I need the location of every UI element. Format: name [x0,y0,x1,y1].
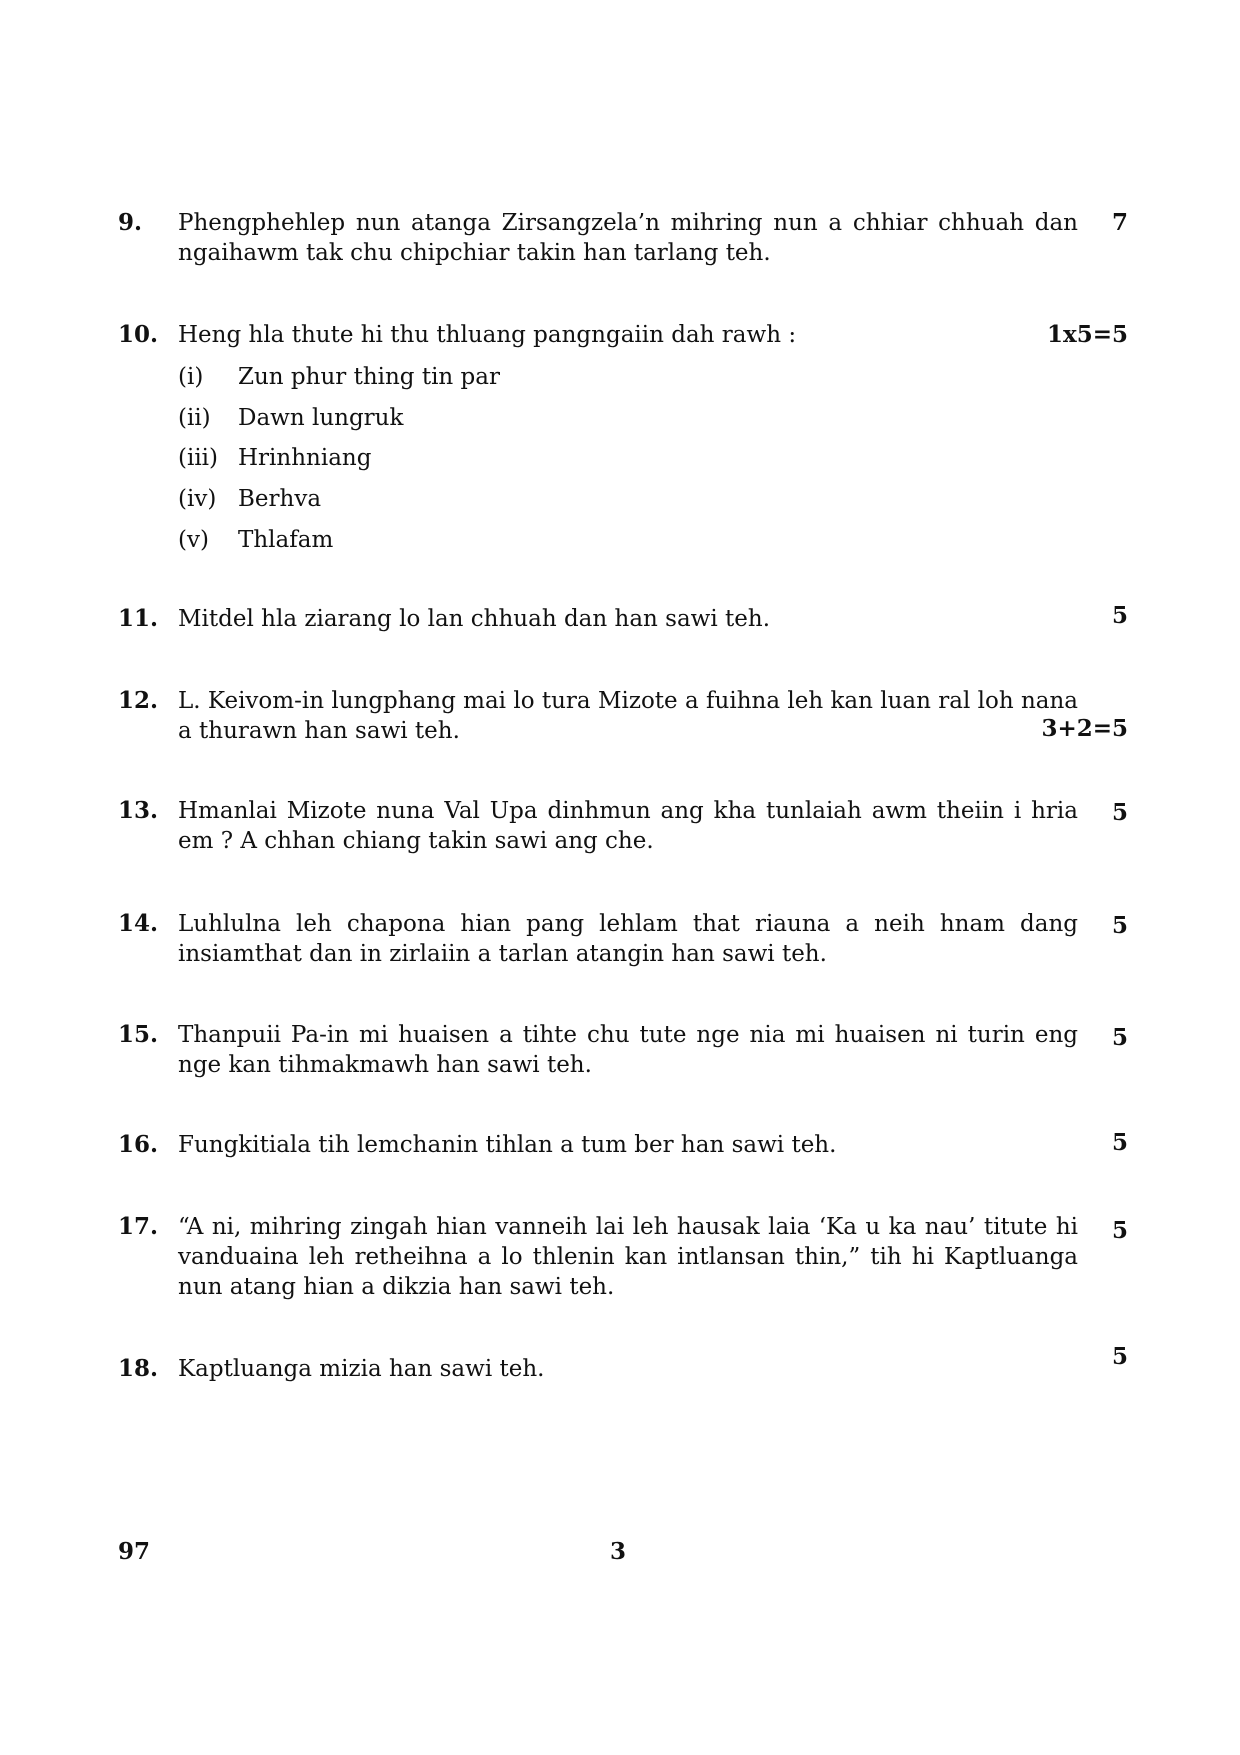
page-number: 3 [610,1538,627,1565]
question-number: 16. [118,1131,159,1158]
question-number: 10. [118,321,159,348]
question-number: 9. [118,209,143,236]
paper-code: 97 [118,1538,151,1565]
question-marks: 7 [1111,209,1128,236]
sub-item-numeral: (v) [178,527,209,553]
sub-item-text: Zun phur thing tin par [238,364,500,390]
question-number: 14. [118,910,159,937]
question-text: Mitdel hla ziarang lo lan chhuah dan han sawi teh. [178,606,771,632]
sub-item-text: Dawn lungruk [238,405,404,431]
question-marks: 5 [1111,912,1128,939]
question-marks: 5 [1111,1217,1128,1244]
question-text: Thanpuii Pa-in mi huaisen a tihte chu tute nge nia mi huaisen ni turin eng nge kan tihmakmawh han sawi teh. [178,1022,1078,1078]
sub-item-numeral: (i) [178,364,204,390]
question-marks: 5 [1111,1024,1128,1051]
sub-item [178,443,371,473]
question-marks: 5 [1111,799,1128,826]
sub-item-text: Berhva [238,486,322,512]
question-number: 17. [118,1213,159,1240]
question-marks: 5 [1111,1343,1128,1370]
sub-item [178,484,321,514]
question-marks: 5 [1111,1129,1128,1156]
question-text: “A ni, mihring zingah hian vanneih lai leh hausak laia ‘Ka u ka nau’ titute hi vanduaina leh retheihna a lo thlenin kan intlansan thin,” tih hi Kaptluanga nun atang hian a dikzia han sawi teh. [178,1214,1078,1300]
question-marks: 1x5=5 [1047,321,1128,348]
sub-item-numeral: (iii) [178,445,219,471]
question-marks: 5 [1111,602,1128,629]
sub-item-numeral: (ii) [178,405,211,431]
question-text: Heng hla thute hi thu thluang pangngaiin dah rawh : [178,322,797,348]
question-text: Phengphehlep nun atanga Zirsangzela’n mihring nun a chhiar chhuah dan ngaihawm tak chu chipchiar takin han tarlang teh. [178,210,1078,266]
question-text: L. Keivom-in lungphang mai lo tura Mizote a fuihna leh kan luan ral loh nana a thurawn han sawi teh. [178,688,1078,744]
question-number: 15. [118,1021,159,1048]
sub-item [178,362,500,392]
sub-item-numeral: (iv) [178,486,217,512]
question-text: Kaptluanga mizia han sawi teh. [178,1356,545,1382]
question-text: Fungkitiala tih lemchanin tihlan a tum ber han sawi teh. [178,1132,837,1158]
sub-item-text: Hrinhniang [238,445,372,471]
question-marks: 3+2=5 [1041,715,1128,742]
question-text: Luhlulna leh chapona hian pang lehlam that riauna a neih hnam dang insiamthat dan in zirlaiin a tarlan atangin han sawi teh. [178,911,1078,967]
sub-item [178,525,333,555]
sub-item [178,403,403,433]
question-number: 13. [118,797,159,824]
sub-item-text: Thlafam [238,527,334,553]
question-number: 12. [118,687,159,714]
question-number: 18. [118,1355,159,1382]
question-number: 11. [118,605,159,632]
question-text: Hmanlai Mizote nuna Val Upa dinhmun ang kha tunlaiah awm theiin i hria em ? A chhan chiang takin sawi ang che. [178,798,1078,854]
